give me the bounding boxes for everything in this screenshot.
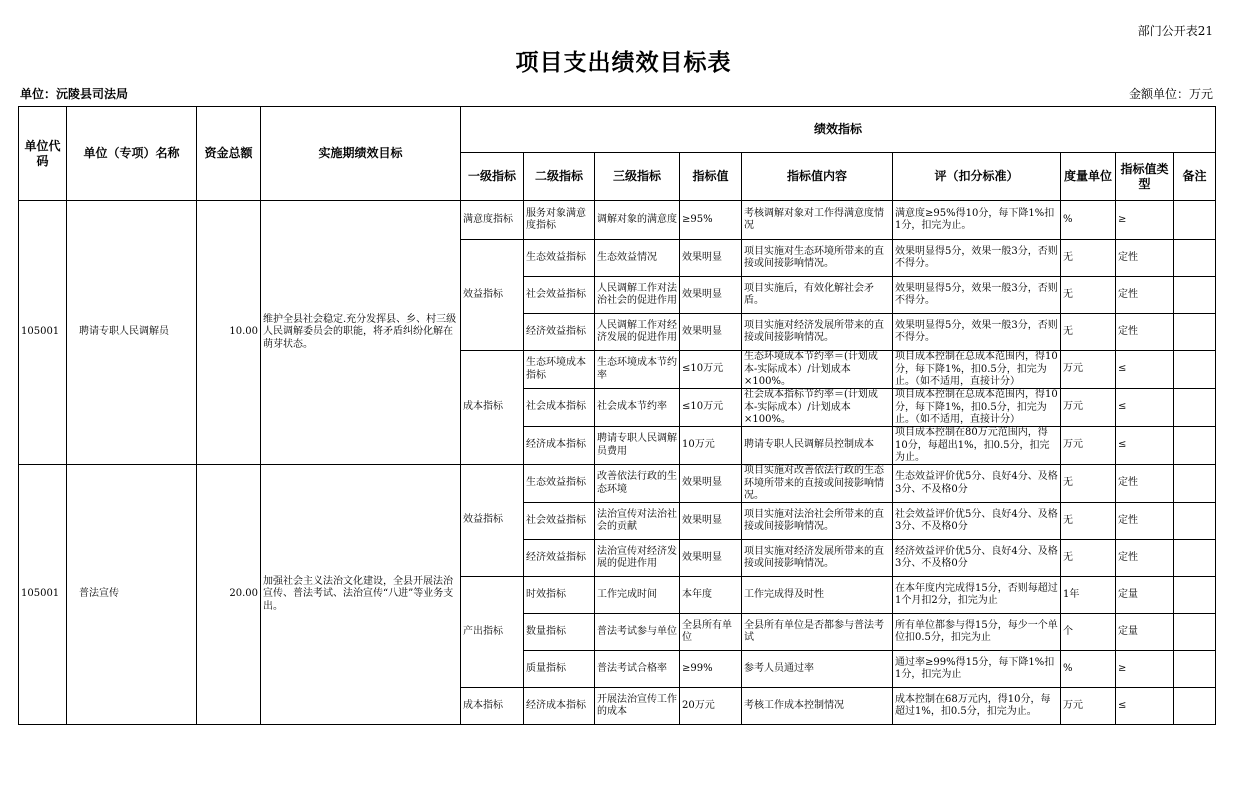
level3-cell: 法治宣传对法治社会的贡献 (595, 503, 680, 540)
measure-unit-cell: 个 (1061, 614, 1116, 651)
indicator-value-cell: 全县所有单位 (680, 614, 742, 651)
remark-cell (1174, 240, 1216, 277)
level2-cell: 社会效益指标 (524, 503, 595, 540)
level2-cell: 经济成本指标 (524, 688, 595, 725)
indicator-content-cell (742, 389, 893, 427)
col-header-level2: 二级指标 (524, 153, 595, 201)
level2-cell: 服务对象满意度指标 (524, 201, 595, 240)
level1-cell: 产出指标 (461, 577, 524, 688)
criteria-cell: 社会效益评价优5分、良好4分、及格3分、不及格0分 (893, 503, 1061, 540)
level3-cell: 生态环境成本节约率 (595, 351, 680, 389)
value-type-cell: 定性 (1116, 314, 1174, 351)
indicator-value-cell: 20万元 (680, 688, 742, 725)
level2-cell: 社会效益指标 (524, 277, 595, 314)
level2-cell: 数量指标 (524, 614, 595, 651)
indicator-value-cell: 效果明显 (680, 314, 742, 351)
measure-unit-cell: 万元 (1061, 389, 1116, 427)
indicator-value-cell: 效果明显 (680, 465, 742, 503)
criteria-cell: 满意度≥95%得10分，每下降1%扣1分，扣完为止。 (893, 201, 1061, 240)
measure-unit-cell: 无 (1061, 465, 1116, 503)
measure-unit-cell: 无 (1061, 540, 1116, 577)
indicator-value-cell: ≥95% (680, 201, 742, 240)
remark-cell (1174, 201, 1216, 240)
level3-cell: 聘请专职人民调解员费用 (595, 427, 680, 465)
value-type-cell: ≤ (1116, 389, 1174, 427)
project-name-cell: 普法宣传 (67, 465, 197, 725)
total-amount-cell: 10.00 (197, 201, 261, 465)
indicator-content-text: 生态环境成本节约率＝(计划成本-实际成本）/计划成本×100%。 (744, 351, 878, 387)
indicator-content-cell: 项目实施对法治社会所带来的直接或间接影响情况。 (742, 503, 893, 540)
remark-cell (1174, 277, 1216, 314)
col-header-value: 指标值 (680, 153, 742, 201)
total-amount-cell: 20.00 (197, 465, 261, 725)
col-header-indicators: 绩效指标 (461, 107, 1216, 153)
unit-code-cell: 105001 (19, 465, 67, 725)
criteria-cell: 效果明显得5分，效果一般3分，否则不得分。 (893, 277, 1061, 314)
value-type-cell: ≤ (1116, 688, 1174, 725)
indicator-value-cell: 本年度 (680, 577, 742, 614)
measure-unit-cell: 无 (1061, 277, 1116, 314)
measure-unit-cell: 万元 (1061, 427, 1116, 465)
level2-cell: 生态效益指标 (524, 240, 595, 277)
level3-cell: 人民调解工作对经济发展的促进作用 (595, 314, 680, 351)
indicator-value-cell: 效果明显 (680, 240, 742, 277)
col-header-remark: 备注 (1174, 153, 1216, 201)
level2-cell: 经济效益指标 (524, 540, 595, 577)
level2-cell: 生态效益指标 (524, 465, 595, 503)
level1-cell: 效益指标 (461, 240, 524, 351)
indicator-value-cell: ≤10万元 (680, 351, 742, 389)
value-type-cell: ≤ (1116, 427, 1174, 465)
indicator-value-cell: 效果明显 (680, 277, 742, 314)
criteria-cell: 效果明显得5分，效果一般3分，否则不得分。 (893, 240, 1061, 277)
indicator-content-cell: 参考人员通过率 (742, 651, 893, 688)
indicator-value-cell: ≥99% (680, 651, 742, 688)
level3-cell: 生态效益情况 (595, 240, 680, 277)
level1-cell: 成本指标 (461, 688, 524, 725)
col-header-value-type: 指标值类型 (1116, 153, 1174, 201)
level2-cell: 经济效益指标 (524, 314, 595, 351)
value-type-cell: ≤ (1116, 351, 1174, 389)
page-title: 项目支出绩效目标表 (515, 49, 732, 76)
level3-cell: 人民调解工作对法治社会的促进作用 (595, 277, 680, 314)
col-header-content: 指标值内容 (742, 153, 893, 201)
criteria-cell (893, 351, 1061, 389)
value-type-cell: 定性 (1116, 277, 1174, 314)
criteria-cell: 生态效益评价优5分、良好4分、及格3分、不及格0分 (893, 465, 1061, 503)
remark-cell (1174, 614, 1216, 651)
value-type-cell: 定性 (1116, 240, 1174, 277)
remark-cell (1174, 540, 1216, 577)
value-type-cell: 定量 (1116, 614, 1174, 651)
col-header-goal: 实施期绩效目标 (261, 107, 461, 201)
value-type-cell: ≥ (1116, 651, 1174, 688)
level2-cell: 质量指标 (524, 651, 595, 688)
remark-cell (1174, 577, 1216, 614)
remark-cell (1174, 688, 1216, 725)
indicator-value-cell: ≤10万元 (680, 389, 742, 427)
level2-cell: 社会成本指标 (524, 389, 595, 427)
value-type-cell: 定性 (1116, 465, 1174, 503)
remark-cell (1174, 427, 1216, 465)
remark-cell (1174, 351, 1216, 389)
level2-cell: 时效指标 (524, 577, 595, 614)
criteria-cell: 在本年度内完成得15分，否则每超过1个月扣2分，扣完为止 (893, 577, 1061, 614)
measure-unit-cell: 万元 (1061, 351, 1116, 389)
unit-code-cell: 105001 (19, 201, 67, 465)
col-header-level1: 一级指标 (461, 153, 524, 201)
measure-unit-cell: 无 (1061, 503, 1116, 540)
level2-cell: 经济成本指标 (524, 427, 595, 465)
indicator-content-cell: 项目实施对经济发展所带来的直接或间接影响情况。 (742, 314, 893, 351)
indicator-content-text: 社会成本指标节约率＝(计划成本-实际成本）/计划成本×100%。 (744, 389, 878, 425)
indicator-content-cell: 聘请专职人民调解员控制成本 (742, 427, 893, 465)
indicator-content-text: 项目实施对改善依法行政的生态环境所带来的直接或间接影响情况。 (744, 465, 884, 501)
indicator-content-cell: 考核调解对象对工作得满意度情况 (742, 201, 893, 240)
level1-cell: 效益指标 (461, 465, 524, 577)
indicator-content-cell (742, 351, 893, 389)
table-row (19, 465, 1216, 503)
level3-cell: 普法考试参与单位 (595, 614, 680, 651)
col-header-level3: 三级指标 (595, 153, 680, 201)
goal-cell: 维护全县社会稳定.充分发挥县、乡、村三级人民调解委员会的职能，将矛盾纠纷化解在萌芽状态。 (261, 201, 461, 465)
measure-unit-cell: 万元 (1061, 688, 1116, 725)
level3-cell: 改善依法行政的生态环境 (595, 465, 680, 503)
level3-cell: 调解对象的满意度 (595, 201, 680, 240)
form-reference: 部门公开表21 (1137, 24, 1213, 38)
criteria-cell: 经济效益评价优5分、良好4分、及格3分、不及格0分 (893, 540, 1061, 577)
indicator-content-cell: 全县所有单位是否都参与普法考试 (742, 614, 893, 651)
criteria-cell: 通过率≥99%得15分，每下降1%扣1分，扣完为止 (893, 651, 1061, 688)
criteria-text: 项目成本控制在总成本范围内，得10分，每下降1%，扣0.5分，扣完为止。（如不适用，直接计分） (895, 351, 1058, 387)
table-row (19, 201, 1216, 240)
goal-cell: 加强社会主义法治文化建设，全县开展法治宣传、普法考试、法治宣传“八进”等业务支出。 (261, 465, 461, 725)
indicator-value-cell: 效果明显 (680, 503, 742, 540)
indicator-value-cell: 效果明显 (680, 540, 742, 577)
measure-unit-cell: % (1061, 651, 1116, 688)
col-header-total: 资金总额 (197, 107, 261, 201)
indicator-content-cell: 考核工作成本控制情况 (742, 688, 893, 725)
remark-cell (1174, 465, 1216, 503)
indicator-content-cell: 项目实施对生态环境所带来的直接或间接影响情况。 (742, 240, 893, 277)
amount-unit: 金额单位：万元 (1128, 87, 1213, 101)
value-type-cell: 定性 (1116, 540, 1174, 577)
indicator-content-cell: 项目实施后，有效化解社会矛盾。 (742, 277, 893, 314)
col-header-code: 单位代码 (19, 107, 67, 201)
remark-cell (1174, 389, 1216, 427)
criteria-cell: 所有单位都参与得15分，每少一个单位扣0.5分，扣完为止 (893, 614, 1061, 651)
table-body (19, 201, 1216, 725)
level3-cell: 法治宣传对经济发展的促进作用 (595, 540, 680, 577)
criteria-cell (893, 389, 1061, 427)
indicator-content-cell (742, 465, 893, 503)
level1-cell: 满意度指标 (461, 201, 524, 240)
level3-cell: 开展法治宣传工作的成本 (595, 688, 680, 725)
level2-cell: 生态环境成本指标 (524, 351, 595, 389)
remark-cell (1174, 503, 1216, 540)
criteria-cell: 成本控制在68万元内，得10分，每超过1%，扣0.5分，扣完为止。 (893, 688, 1061, 725)
measure-unit-cell: 无 (1061, 314, 1116, 351)
level3-cell: 社会成本节约率 (595, 389, 680, 427)
criteria-cell (893, 427, 1061, 465)
col-header-measure-unit: 度量单位 (1061, 153, 1116, 201)
level3-cell: 普法考试合格率 (595, 651, 680, 688)
remark-cell (1174, 314, 1216, 351)
department-unit: 单位：沅陵县司法局 (20, 87, 129, 101)
value-type-cell: 定性 (1116, 503, 1174, 540)
value-type-cell: ≥ (1116, 201, 1174, 240)
level1-cell: 成本指标 (461, 351, 524, 465)
measure-unit-cell: % (1061, 201, 1116, 240)
performance-table (18, 106, 1216, 725)
measure-unit-cell: 无 (1061, 240, 1116, 277)
value-type-cell: 定量 (1116, 577, 1174, 614)
indicator-content-cell: 工作完成得及时性 (742, 577, 893, 614)
col-header-criteria: 评（扣分标准） (893, 153, 1061, 201)
project-name-cell: 聘请专职人民调解员 (67, 201, 197, 465)
indicator-value-cell: 10万元 (680, 427, 742, 465)
col-header-name: 单位（专项）名称 (67, 107, 197, 201)
level3-cell: 工作完成时间 (595, 577, 680, 614)
criteria-text: 项目成本控制在总成本范围内，得10分，每下降1%，扣0.5分，扣完为止。（如不适用，直接计分） (895, 389, 1058, 425)
criteria-text: 项目成本控制在80万元范围内，得10分，每超出1%，扣0.5分，扣完为止。 (895, 427, 1050, 463)
remark-cell (1174, 651, 1216, 688)
criteria-cell: 效果明显得5分，效果一般3分，否则不得分。 (893, 314, 1061, 351)
indicator-content-cell: 项目实施对经济发展所带来的直接或间接影响情况。 (742, 540, 893, 577)
measure-unit-cell: 1年 (1061, 577, 1116, 614)
